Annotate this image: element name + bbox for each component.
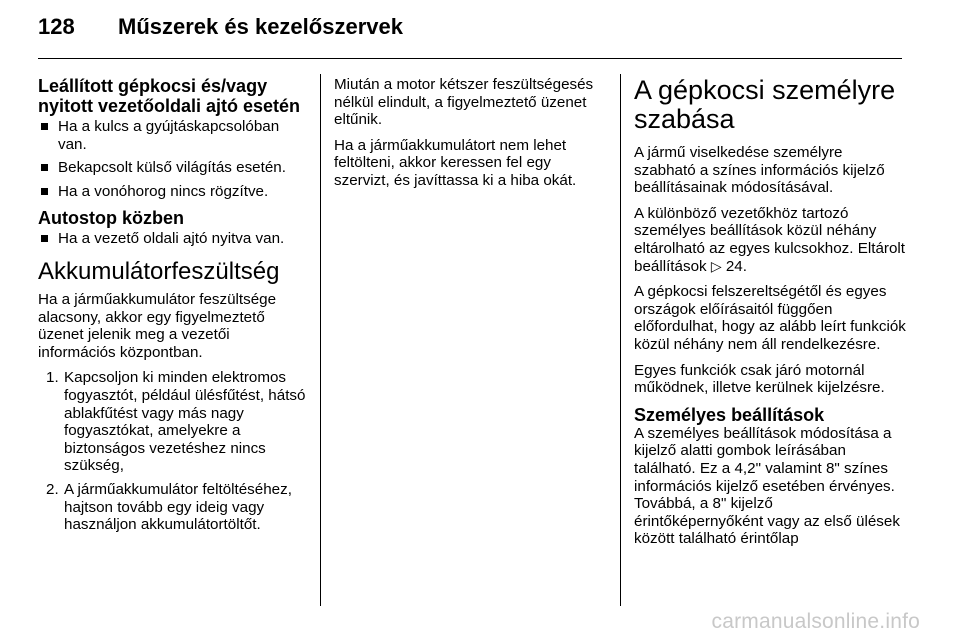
bullet-square-icon bbox=[41, 235, 48, 242]
page-header bbox=[38, 14, 918, 50]
column-divider bbox=[620, 74, 621, 606]
column-right bbox=[634, 76, 906, 556]
list-item: Ha a kulcs a gyújtáskapcsolóban van. bbox=[38, 118, 306, 153]
paragraph: A gépkocsi felszereltségétől és egyes országok előírásaitól függően előfordulhat, hogy az alább leírt funkciók közül néhány nem áll rendelkezésre. bbox=[634, 283, 906, 353]
chapter-title: Műszerek és kezelőszervek bbox=[118, 14, 403, 39]
list-item: 2. A járműakkumulátor feltöltéséhez, hajtson tovább egy ideig vagy használjon akkumulátortöltőt. bbox=[46, 480, 292, 534]
paragraph: Ha a járműakkumulátor feszültsége alacsony, akkor egy figyelmeztető üzenet jelenik meg a vezetői információs központban. bbox=[38, 290, 277, 361]
column-middle bbox=[334, 76, 606, 198]
bullet-list bbox=[38, 230, 306, 248]
subheading-personal-settings: Személyes beállítások bbox=[634, 404, 825, 425]
paragraph: A jármű viselkedése személyre szabható a színes információs kijelző beállításainak módosításával. bbox=[634, 144, 885, 197]
bullet-square-icon bbox=[41, 164, 48, 171]
paragraph: Miután a motor kétszer feszültségesés nélkül elindult, a figyelmeztető üzenet eltűnik. bbox=[334, 76, 594, 129]
column-left bbox=[38, 76, 306, 540]
list-item: Ha a vonóhorog nincs rögzítve. bbox=[38, 183, 306, 201]
watermark: carmanualsonline.info bbox=[711, 610, 920, 633]
list-item: Bekapcsolt külső világítás esetén. bbox=[38, 159, 306, 177]
subheading-stopped-vehicle: Leállított gépkocsi és/vagy nyitott vezetőoldali ajtó esetén bbox=[38, 76, 301, 116]
paragraph: Ha a járműakkumulátort nem lehet feltölteni, akkor keressen fel egy szervizt, és javíttassa ki a hiba okát. bbox=[334, 136, 577, 189]
list-item: 1. Kapcsoljon ki minden elektromos fogyasztót, például ülésfűtést, hátsó ablakfűtést vagy más nagy fogyasztókat, amelyekre a biztonságos vezetéshez nincs szükség, bbox=[46, 369, 306, 475]
paragraph: A személyes beállítások módosítása a kijelző alatti gombok leírásában található. Ez a 4,2" valamint 8" színes információs kijelző esetében érvényes. Továbbá, a 8" kijelző érintőképernyőként vagy az első ülések között található érintőlap bbox=[634, 424, 900, 548]
bullet-square-icon bbox=[41, 188, 48, 195]
numbered-list bbox=[38, 369, 306, 533]
header-rule bbox=[38, 58, 902, 59]
column-divider bbox=[320, 74, 321, 606]
list-item: Ha a vezető oldali ajtó nyitva van. bbox=[38, 230, 306, 248]
subheading-autostop: Autostop közben bbox=[38, 208, 184, 229]
page-reference-icon: ▷ bbox=[710, 257, 722, 274]
paragraph: A különböző vezetőkhöz tartozó személyes beállítások közül néhány eltárolható az egyes kulcsokhoz. Eltárolt beállítások ▷ 24. bbox=[634, 204, 905, 275]
page-number: 128 bbox=[38, 14, 75, 39]
section-title-personalization: A gépkocsi személyre szabása bbox=[634, 75, 896, 134]
bullet-square-icon bbox=[41, 123, 48, 130]
section-title-battery-voltage: Akkumulátorfeszültség bbox=[38, 257, 280, 285]
page-reference-link[interactable]: 24. bbox=[725, 257, 747, 275]
bullet-list bbox=[38, 118, 306, 200]
paragraph: Egyes funkciók csak járó motornál működnek, illetve kerülnek kijelzésre. bbox=[634, 361, 885, 397]
